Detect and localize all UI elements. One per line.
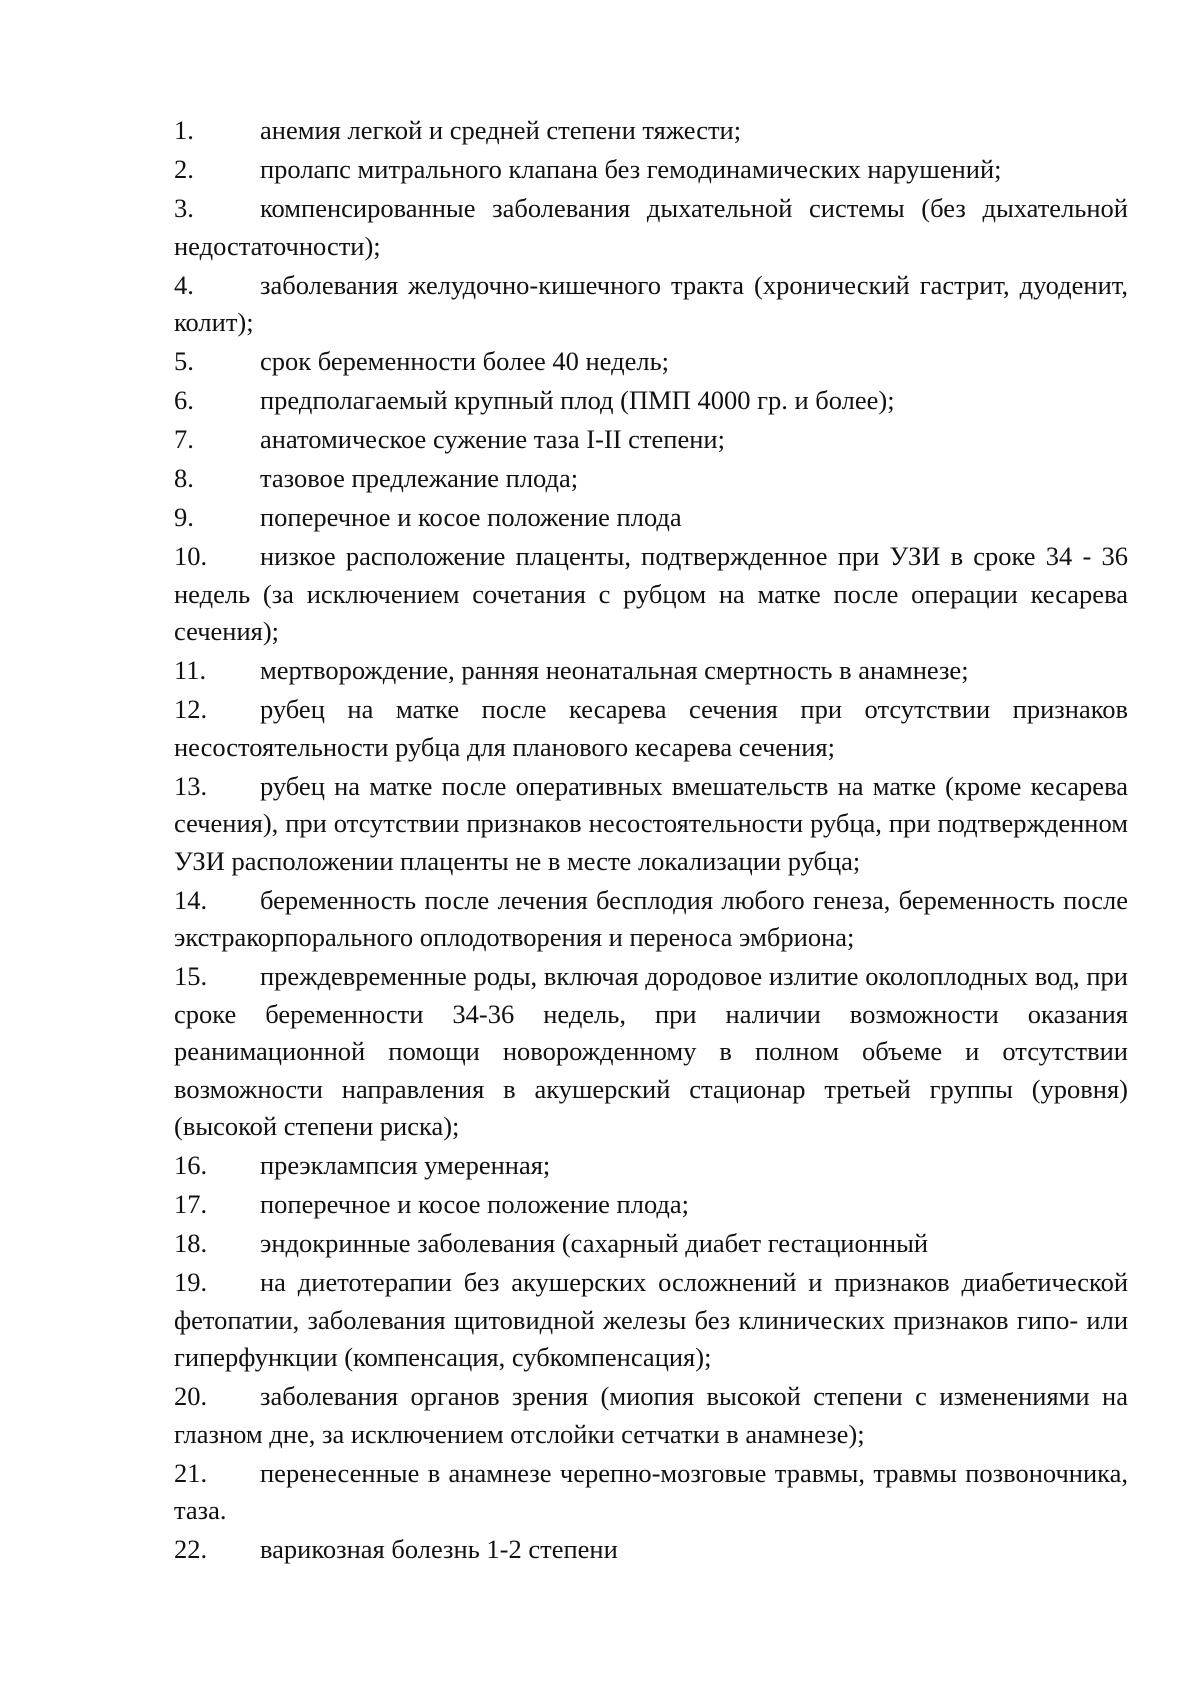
list-item — [174, 652, 1128, 690]
item-number: 3. — [174, 193, 194, 223]
item-number: 15. — [174, 961, 208, 991]
item-text: рубец на матке после кесарева сечения при отсутствии признаков несостоятельности рубца для планового кесарева сечения; — [174, 694, 1128, 762]
document-page — [174, 112, 1128, 1570]
list-item — [174, 421, 1128, 459]
item-text: рубец на матке после оперативных вмешательств на матке (кроме кесарева сечения), при отсутствии признаков несостоятельности рубца, при подтвержденном УЗИ расположении плаценты не в месте локализации рубца; — [174, 770, 1128, 876]
list-item — [174, 1378, 1128, 1453]
list-item — [174, 1455, 1128, 1530]
list-item — [174, 343, 1128, 381]
list-item — [174, 112, 1128, 150]
numbered-list — [174, 112, 1128, 1569]
item-text: предполагаемый крупный плод (ПМП 4000 гр. и более); — [260, 385, 895, 415]
item-number: 19. — [174, 1267, 208, 1297]
item-number: 6. — [174, 385, 194, 415]
item-number: 12. — [174, 694, 208, 724]
item-text: анатомическое сужение таза I-II степени; — [260, 424, 725, 454]
item-text: преждевременные роды, включая дородовое излитие околоплодных вод, при сроке беременности 34-36 недель, при наличии возможности оказания реанимационной помощи новорожденному в полном объеме и отсутствии возможности направления в акушерский стационар третьей группы (уровня) (высокой степени риска); — [174, 961, 1128, 1141]
list-item — [174, 882, 1128, 957]
item-text: низкое расположение плаценты, подтвержденное при УЗИ в сроке 34 - 36 недель (за исключением сочетания с рубцом на матке после операции кесарева сечения); — [174, 541, 1128, 646]
item-number: 1. — [174, 115, 194, 145]
item-text: варикозная болезнь 1-2 степени — [260, 1534, 618, 1564]
list-item — [174, 1264, 1128, 1377]
list-item — [174, 151, 1128, 189]
list-item — [174, 1147, 1128, 1185]
item-number: 20. — [174, 1381, 208, 1411]
item-number: 2. — [174, 154, 194, 184]
item-number: 17. — [174, 1189, 208, 1219]
item-number: 21. — [174, 1457, 208, 1488]
item-text: мертворождение, ранняя неонатальная смертность в анамнезе; — [260, 655, 969, 685]
list-item — [174, 768, 1128, 881]
list-item — [174, 1186, 1128, 1224]
item-text: преэклампсия умеренная; — [260, 1150, 551, 1180]
item-text: заболевания желудочно-кишечного тракта (хронический гастрит, дуоденит, колит); — [174, 269, 1128, 337]
list-item — [174, 460, 1128, 498]
item-text: пролапс митрального клапана без гемодинамических нарушений; — [260, 154, 1002, 184]
item-text: анемия легкой и средней степени тяжести; — [260, 115, 742, 145]
item-text: срок беременности более 40 недель; — [260, 346, 670, 376]
list-item — [174, 1531, 1128, 1569]
item-number: 13. — [174, 770, 208, 801]
item-text: заболевания органов зрения (миопия высокой степени с изменениями на глазном дне, за исключением отслойки сетчатки в анамнезе); — [174, 1381, 1128, 1449]
item-number: 22. — [174, 1534, 208, 1564]
item-number: 9. — [174, 502, 194, 532]
item-text: эндокринные заболевания (сахарный диабет гестационный — [260, 1228, 929, 1258]
item-number: 10. — [174, 541, 208, 571]
list-item — [174, 267, 1128, 342]
list-item — [174, 499, 1128, 537]
item-text: тазовое предлежание плода; — [260, 463, 579, 493]
item-text: поперечное и косое положение плода; — [260, 1189, 690, 1219]
item-text: беременность после лечения бесплодия любого генеза, беременность после экстракорпорального оплодотворения и переноса эмбриона; — [174, 884, 1128, 952]
item-number: 18. — [174, 1228, 208, 1258]
item-text: на диетотерапии без акушерских осложнений и признаков диабетической фетопатии, заболевания щитовидной железы без клинических признаков гипо- или гиперфункции (компенсация, субкомпенсация); — [174, 1267, 1128, 1372]
item-text: поперечное и косое положение плода — [260, 502, 682, 532]
item-number: 5. — [174, 346, 194, 376]
item-number: 16. — [174, 1150, 208, 1180]
list-item — [174, 691, 1128, 766]
item-number: 4. — [174, 269, 194, 300]
item-number: 11. — [174, 655, 207, 685]
item-number: 7. — [174, 424, 194, 454]
list-item — [174, 958, 1128, 1146]
list-item — [174, 538, 1128, 651]
item-text: компенсированные заболевания дыхательной системы (без дыхательной недостаточности); — [174, 193, 1128, 261]
list-item — [174, 382, 1128, 420]
item-text: перенесенные в анамнезе черепно-мозговые травмы, травмы позвоночника, таза. — [174, 1457, 1128, 1525]
list-item — [174, 1225, 1128, 1263]
list-item — [174, 190, 1128, 265]
item-number: 8. — [174, 463, 194, 493]
item-number: 14. — [174, 884, 208, 915]
